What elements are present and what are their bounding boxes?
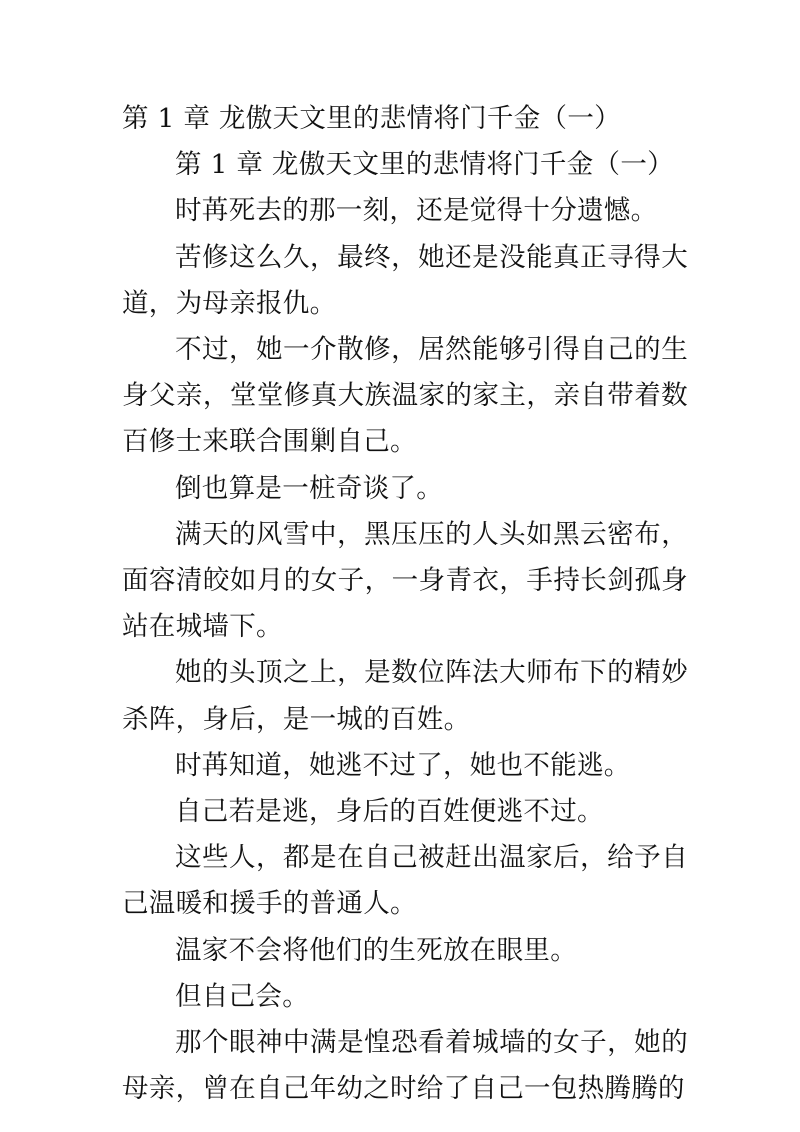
document-body — [122, 96, 688, 1112]
paragraph: 时苒死去的那一刻，还是觉得十分遗憾。 — [175, 195, 658, 227]
paragraph: 不过，她一介散修，居然能够引得自己的生身父亲，堂堂修真大族温家的家主，亲自带着数百修士来联合围剿自己。 — [122, 334, 688, 458]
paragraph: 她的头顶之上，是数位阵法大师布下的精妙杀阵，身后，是一城的百姓。 — [122, 657, 688, 735]
paragraph: 第 1 章 龙傲天文里的悲情将门千金（一） — [175, 149, 674, 181]
paragraph: 但自己会。 — [175, 980, 309, 1012]
paragraph: 那个眼神中满是惶恐看着城墙的女子，她的母亲，曾在自己年幼之时给了自己一包热腾腾的 — [122, 1027, 688, 1105]
paragraph: 这些人，都是在自己被赶出温家后，给予自己温暖和援手的普通人。 — [122, 842, 688, 920]
paragraph: 满天的风雪中，黑压压的人头如黑云密布，面容清皎如月的女子，一身青衣，手持长剑孤身站在城墙下。 — [122, 518, 688, 643]
chapter-title: 第 1 章 龙傲天文里的悲情将门千金（一） — [122, 103, 621, 134]
paragraph: 时苒知道，她逃不过了，她也不能逃。 — [175, 749, 631, 781]
paragraph: 苦修这么久，最终，她还是没能真正寻得大道，为母亲报仇。 — [122, 241, 688, 319]
paragraph: 倒也算是一桩奇谈了。 — [175, 472, 443, 504]
paragraph: 温家不会将他们的生死放在眼里。 — [175, 934, 577, 966]
paragraph: 自己若是逃，身后的百姓便逃不过。 — [175, 796, 604, 828]
